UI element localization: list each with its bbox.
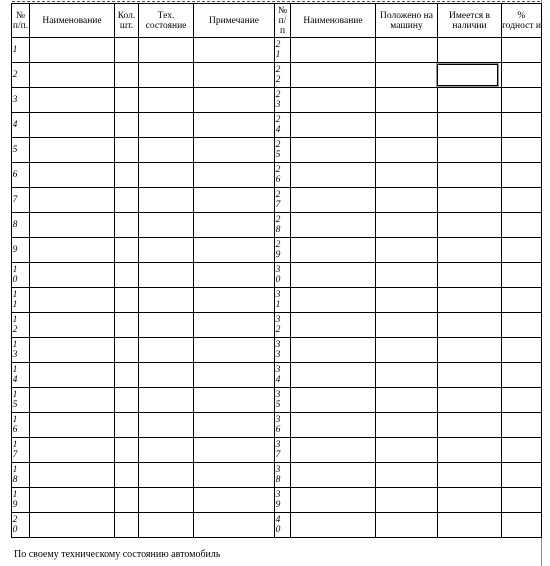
table-row <box>12 263 542 288</box>
cell-available[interactable] <box>438 138 502 163</box>
cell-available[interactable] <box>438 288 502 313</box>
cell-name-2[interactable] <box>291 313 376 338</box>
cell-qty[interactable] <box>115 488 139 513</box>
cell-tech-state[interactable] <box>139 463 194 488</box>
cell-qty[interactable] <box>115 38 139 63</box>
cell-available[interactable] <box>438 513 502 538</box>
cell-due[interactable] <box>376 138 438 163</box>
cell-qty[interactable] <box>115 388 139 413</box>
row-number-right-text: 31 <box>275 290 281 310</box>
cell-name[interactable] <box>30 388 115 413</box>
cell-due[interactable] <box>376 238 438 263</box>
cell-name[interactable] <box>30 363 115 388</box>
cell-due[interactable] <box>376 163 438 188</box>
cell-name[interactable] <box>30 63 115 88</box>
row-number-right <box>275 338 291 363</box>
cell-name-2[interactable] <box>291 138 376 163</box>
cell-note[interactable] <box>194 138 275 163</box>
cell-name[interactable] <box>30 213 115 238</box>
cell-note[interactable] <box>194 113 275 138</box>
table-row <box>12 438 542 463</box>
row-number-right-text: 27 <box>275 190 281 210</box>
cell-qty[interactable] <box>115 138 139 163</box>
table-row <box>12 238 542 263</box>
cell-fitness[interactable] <box>502 263 542 288</box>
cell-due[interactable] <box>376 413 438 438</box>
cell-name-2[interactable] <box>291 463 376 488</box>
top-dashed-rule <box>12 1 540 2</box>
cell-name[interactable] <box>30 488 115 513</box>
cell-qty[interactable] <box>115 513 139 538</box>
cell-qty[interactable] <box>115 263 139 288</box>
table-row <box>12 88 542 113</box>
cell-due[interactable] <box>376 338 438 363</box>
table-row <box>12 288 542 313</box>
row-number-right <box>275 388 291 413</box>
cell-tech-state[interactable] <box>139 63 194 88</box>
row-number-left-text: 17 <box>12 440 18 460</box>
header-num-2: № п/ п <box>275 4 291 38</box>
cell-note[interactable] <box>194 163 275 188</box>
cell-available[interactable] <box>438 163 502 188</box>
cell-note[interactable] <box>194 188 275 213</box>
cell-tech-state[interactable] <box>139 88 194 113</box>
row-number-right-text: 22 <box>275 65 281 85</box>
cell-fitness[interactable] <box>502 138 542 163</box>
row-number-left-text: 7 <box>12 195 18 205</box>
cell-note[interactable] <box>194 63 275 88</box>
table-header-row <box>12 4 542 38</box>
header-tech-state: Тех. состояние <box>139 4 194 38</box>
cell-tech-state[interactable] <box>139 338 194 363</box>
row-number-right <box>275 313 291 338</box>
table-row <box>12 463 542 488</box>
row-number-left-text: 10 <box>12 265 18 285</box>
row-number-left-text: 6 <box>12 170 18 180</box>
row-number-left <box>12 463 30 488</box>
cell-name[interactable] <box>30 313 115 338</box>
cell-name-2[interactable] <box>291 63 376 88</box>
cell-name-2[interactable] <box>291 288 376 313</box>
cell-name[interactable] <box>30 238 115 263</box>
row-number-left-text: 16 <box>12 415 18 435</box>
row-number-right-text: 34 <box>275 365 281 385</box>
row-number-right <box>275 63 291 88</box>
cell-tech-state[interactable] <box>139 163 194 188</box>
row-number-right-text: 35 <box>275 390 281 410</box>
cell-name-2[interactable] <box>291 338 376 363</box>
cell-qty[interactable] <box>115 288 139 313</box>
cell-tech-state[interactable] <box>139 238 194 263</box>
table-row <box>12 163 542 188</box>
row-number-right <box>275 513 291 538</box>
row-number-left <box>12 413 30 438</box>
cell-available[interactable] <box>438 463 502 488</box>
row-number-left-text: 8 <box>12 220 18 230</box>
cell-fitness[interactable] <box>502 513 542 538</box>
cell-fitness[interactable] <box>502 388 542 413</box>
cell-name-2[interactable] <box>291 413 376 438</box>
row-number-left-text: 2 <box>12 70 18 80</box>
row-number-left-text: 9 <box>12 245 18 255</box>
cell-tech-state[interactable] <box>139 138 194 163</box>
cell-name-2[interactable] <box>291 213 376 238</box>
cell-available[interactable] <box>438 338 502 363</box>
row-number-right-text: 25 <box>275 140 281 160</box>
row-number-right <box>275 263 291 288</box>
cell-note[interactable] <box>194 463 275 488</box>
row-number-right <box>275 38 291 63</box>
cell-note[interactable] <box>194 238 275 263</box>
cell-name-2[interactable] <box>291 438 376 463</box>
cell-available[interactable] <box>438 363 502 388</box>
cell-fitness[interactable] <box>502 313 542 338</box>
table-row <box>12 38 542 63</box>
cell-fitness[interactable] <box>502 438 542 463</box>
cell-due[interactable] <box>376 88 438 113</box>
cell-name[interactable] <box>30 288 115 313</box>
cell-name-2[interactable] <box>291 163 376 188</box>
cell-available[interactable] <box>438 263 502 288</box>
cell-fitness[interactable] <box>502 63 542 88</box>
cell-name[interactable] <box>30 38 115 63</box>
cell-name-2[interactable] <box>291 363 376 388</box>
row-number-left <box>12 313 30 338</box>
cell-fitness[interactable] <box>502 213 542 238</box>
table-row <box>12 413 542 438</box>
row-number-right-text: 33 <box>275 340 281 360</box>
cell-qty[interactable] <box>115 338 139 363</box>
cell-available[interactable] <box>438 438 502 463</box>
cell-fitness[interactable] <box>502 38 542 63</box>
row-number-right <box>275 363 291 388</box>
cell-due[interactable] <box>376 313 438 338</box>
cell-tech-state[interactable] <box>139 188 194 213</box>
row-number-left-text: 12 <box>12 315 18 335</box>
cell-due[interactable] <box>376 263 438 288</box>
cell-name-2[interactable] <box>291 38 376 63</box>
row-number-right <box>275 288 291 313</box>
cell-name[interactable] <box>30 338 115 363</box>
row-number-right-text: 38 <box>275 465 281 485</box>
header-name: Наименование <box>30 4 115 38</box>
row-number-left <box>12 338 30 363</box>
row-number-right <box>275 188 291 213</box>
header-due-per-vehicle: Положено на машину <box>376 4 438 38</box>
table-row <box>12 313 542 338</box>
row-number-right <box>275 438 291 463</box>
cell-available[interactable] <box>438 88 502 113</box>
header-note: Примечание <box>194 4 275 38</box>
cell-due[interactable] <box>376 288 438 313</box>
cell-tech-state[interactable] <box>139 488 194 513</box>
row-number-left-text: 18 <box>12 465 18 485</box>
table-row <box>12 513 542 538</box>
row-number-right-text: 29 <box>275 240 281 260</box>
cell-due[interactable] <box>376 513 438 538</box>
cell-due[interactable] <box>376 388 438 413</box>
row-number-left <box>12 488 30 513</box>
cell-name[interactable] <box>30 513 115 538</box>
cell-fitness[interactable] <box>502 363 542 388</box>
cell-fitness[interactable] <box>502 488 542 513</box>
cell-fitness[interactable] <box>502 88 542 113</box>
cell-qty[interactable] <box>115 413 139 438</box>
row-number-left <box>12 363 30 388</box>
cell-available[interactable] <box>438 488 502 513</box>
row-number-left-text: 19 <box>12 490 18 510</box>
cell-due[interactable] <box>376 63 438 88</box>
cell-due[interactable] <box>376 113 438 138</box>
row-number-right-text: 26 <box>275 165 281 185</box>
table-row <box>12 388 542 413</box>
cell-qty[interactable] <box>115 163 139 188</box>
cell-name[interactable] <box>30 413 115 438</box>
cell-name-2[interactable] <box>291 513 376 538</box>
row-number-left-text: 11 <box>12 290 18 310</box>
cell-fitness[interactable] <box>502 463 542 488</box>
row-number-left-text: 4 <box>12 120 18 130</box>
cell-tech-state[interactable] <box>139 438 194 463</box>
cell-name-2[interactable] <box>291 88 376 113</box>
cell-qty[interactable] <box>115 438 139 463</box>
row-number-right <box>275 213 291 238</box>
cell-qty[interactable] <box>115 463 139 488</box>
cell-available[interactable] <box>438 413 502 438</box>
cell-name[interactable] <box>30 138 115 163</box>
row-number-left-text: 3 <box>12 95 18 105</box>
row-number-left <box>12 388 30 413</box>
table-row <box>12 113 542 138</box>
cell-fitness[interactable] <box>502 238 542 263</box>
cell-note[interactable] <box>194 263 275 288</box>
row-number-left-text: 15 <box>12 390 18 410</box>
row-number-left <box>12 288 30 313</box>
header-name-2: Наименование <box>291 4 376 38</box>
cell-qty[interactable] <box>115 188 139 213</box>
cell-tech-state[interactable] <box>139 313 194 338</box>
cell-qty[interactable] <box>115 88 139 113</box>
cell-available[interactable] <box>438 238 502 263</box>
cell-note[interactable] <box>194 513 275 538</box>
cell-available[interactable] <box>438 213 502 238</box>
row-number-right-text: 24 <box>275 115 281 135</box>
row-number-left-text: 14 <box>12 365 18 385</box>
row-number-left-text: 20 <box>12 515 18 535</box>
cell-note[interactable] <box>194 338 275 363</box>
cell-note[interactable] <box>194 388 275 413</box>
footer-text: По своему техническому состоянию автомобиль <box>14 549 221 560</box>
table-row <box>12 188 542 213</box>
cell-qty[interactable] <box>115 363 139 388</box>
cell-name[interactable] <box>30 188 115 213</box>
header-qty: Кол. шт. <box>115 4 139 38</box>
cell-available[interactable] <box>438 113 502 138</box>
row-number-left <box>12 188 30 213</box>
cell-qty[interactable] <box>115 113 139 138</box>
cell-name-2[interactable] <box>291 263 376 288</box>
cell-tech-state[interactable] <box>139 113 194 138</box>
cell-name-2[interactable] <box>291 238 376 263</box>
row-number-left <box>12 113 30 138</box>
cell-note[interactable] <box>194 213 275 238</box>
cell-available[interactable] <box>438 38 502 63</box>
cell-due[interactable] <box>376 363 438 388</box>
row-number-right-text: 36 <box>275 415 281 435</box>
cell-name[interactable] <box>30 463 115 488</box>
row-number-right-text: 28 <box>275 215 281 235</box>
cell-available[interactable] <box>438 188 502 213</box>
cell-fitness[interactable] <box>502 413 542 438</box>
cell-name-2[interactable] <box>291 188 376 213</box>
cell-qty[interactable] <box>115 213 139 238</box>
cell-due[interactable] <box>376 38 438 63</box>
row-number-left <box>12 213 30 238</box>
cell-note[interactable] <box>194 438 275 463</box>
cell-qty[interactable] <box>115 238 139 263</box>
row-number-right <box>275 463 291 488</box>
cell-name-2[interactable] <box>291 388 376 413</box>
selected-cell[interactable] <box>437 64 498 86</box>
row-number-left-text: 1 <box>12 45 18 55</box>
row-number-left <box>12 513 30 538</box>
cell-available[interactable] <box>438 313 502 338</box>
cell-due[interactable] <box>376 188 438 213</box>
header-available: Имеется в наличии <box>438 4 502 38</box>
row-number-left <box>12 88 30 113</box>
cell-tech-state[interactable] <box>139 38 194 63</box>
row-number-right-text: 23 <box>275 90 281 110</box>
cell-fitness[interactable] <box>502 113 542 138</box>
cell-tech-state[interactable] <box>139 288 194 313</box>
row-number-right <box>275 413 291 438</box>
row-number-left <box>12 238 30 263</box>
cell-available[interactable] <box>438 388 502 413</box>
cell-qty[interactable] <box>115 63 139 88</box>
table-row <box>12 338 542 363</box>
cell-due[interactable] <box>376 463 438 488</box>
row-number-right <box>275 238 291 263</box>
table-row <box>12 363 542 388</box>
row-number-left <box>12 138 30 163</box>
header-fitness-percent: % годност и <box>502 4 542 38</box>
cell-name[interactable] <box>30 113 115 138</box>
row-number-right-text: 39 <box>275 490 281 510</box>
table-body <box>12 38 542 538</box>
row-number-right <box>275 138 291 163</box>
row-number-right-text: 37 <box>275 440 281 460</box>
cell-name[interactable] <box>30 163 115 188</box>
cell-note[interactable] <box>194 38 275 63</box>
row-number-right <box>275 163 291 188</box>
cell-due[interactable] <box>376 488 438 513</box>
cell-name[interactable] <box>30 438 115 463</box>
cell-tech-state[interactable] <box>139 213 194 238</box>
cell-note[interactable] <box>194 313 275 338</box>
row-number-right <box>275 88 291 113</box>
cell-name-2[interactable] <box>291 113 376 138</box>
cell-qty[interactable] <box>115 313 139 338</box>
cell-due[interactable] <box>376 438 438 463</box>
row-number-left <box>12 163 30 188</box>
cell-tech-state[interactable] <box>139 413 194 438</box>
cell-note[interactable] <box>194 288 275 313</box>
cell-fitness[interactable] <box>502 338 542 363</box>
row-number-right-text: 32 <box>275 315 281 335</box>
row-number-left <box>12 438 30 463</box>
row-number-right-text: 30 <box>275 265 281 285</box>
cell-note[interactable] <box>194 413 275 438</box>
row-number-right <box>275 113 291 138</box>
cell-tech-state[interactable] <box>139 363 194 388</box>
cell-note[interactable] <box>194 363 275 388</box>
table-row <box>12 488 542 513</box>
cell-name-2[interactable] <box>291 488 376 513</box>
row-number-right-text: 40 <box>275 515 281 535</box>
cell-tech-state[interactable] <box>139 263 194 288</box>
cell-name[interactable] <box>30 88 115 113</box>
cell-tech-state[interactable] <box>139 513 194 538</box>
row-number-right <box>275 488 291 513</box>
cell-fitness[interactable] <box>502 288 542 313</box>
row-number-left <box>12 263 30 288</box>
row-number-left <box>12 38 30 63</box>
row-number-right-text: 21 <box>275 40 281 60</box>
header-num: № п/п. <box>12 4 30 38</box>
table-row <box>12 213 542 238</box>
row-number-left-text: 5 <box>12 145 18 155</box>
cell-fitness[interactable] <box>502 188 542 213</box>
table-row <box>12 138 542 163</box>
row-number-left <box>12 63 30 88</box>
cell-note[interactable] <box>194 88 275 113</box>
cell-tech-state[interactable] <box>139 388 194 413</box>
cell-due[interactable] <box>376 213 438 238</box>
row-number-left-text: 13 <box>12 340 18 360</box>
cell-name[interactable] <box>30 263 115 288</box>
cell-note[interactable] <box>194 488 275 513</box>
cell-fitness[interactable] <box>502 163 542 188</box>
